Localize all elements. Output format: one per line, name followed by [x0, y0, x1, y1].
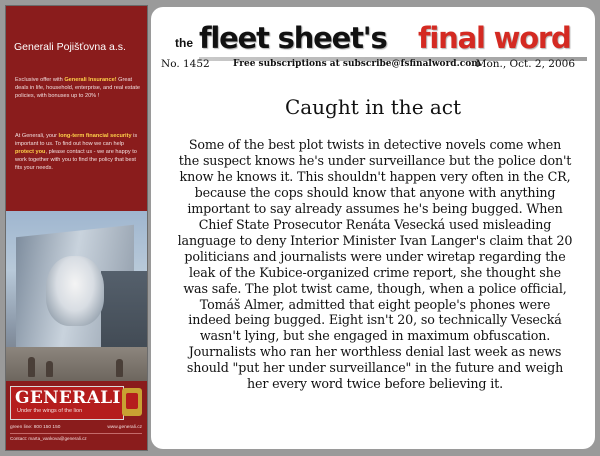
masthead-fleet-sheet: fleet sheet's	[199, 21, 387, 55]
ad-security-text	[15, 132, 141, 172]
ad-p2-highlight-2: protect you	[15, 149, 46, 155]
person-figure-icon	[116, 359, 123, 377]
ad-p2-highlight-1: long-term financial security	[58, 133, 132, 139]
ad-p2-post: , please contact us - we are happy to work together with you to find the policy that best fits your needs.	[15, 149, 137, 171]
logo-tagline: Under the wings of the lion	[17, 408, 83, 414]
generali-ad-banner[interactable]	[5, 5, 148, 451]
masthead-the: the	[175, 36, 193, 50]
issue-number: No. 1452	[161, 58, 210, 70]
article-body: Some of the best plot twists in detective novels come when the suspect knows he's under surveillance but the police don't know he knows it. This shouldn't happen very often in the CR, because the cops should know that anyone with anything important to say already assumes he's being bugged. When Chief State Prosecutor Renáta Vesecká used misleading language to deny Interior Minister Ivan Langer's claim that 20 politicians and journalists were under wiretap regarding the leak of the Kubice-organized crime report, she thought she was safe. The plot twist came, though, when a police official, Tomáš Almer, admitted that eight people's phones were indeed being bugged. Eight isn't 20, so technically Vesecká wasn't lying, but she engaged in maximum obfuscation. Journalists who ran her worthless denial last week as news should "put her under surveillance" in the future and weigh her every word twice before believing it.	[177, 137, 573, 392]
masthead	[175, 23, 585, 61]
ad-phone: green line: 800 150 150	[10, 425, 61, 430]
newsletter-panel	[151, 7, 595, 449]
person-figure-icon	[46, 361, 53, 377]
logo-wordmark: GENERALI	[15, 388, 121, 408]
ad-phone-web-line	[10, 425, 144, 430]
ad-intro-highlight: Generali Insurance!	[64, 77, 117, 83]
ad-website-link[interactable]: www.generali.cz	[107, 425, 142, 430]
ad-intro-post: Great deals in life, household, enterprise, and real estate policies, with bonuses up to 20% !	[15, 77, 141, 99]
masthead-final-word: final word	[418, 21, 571, 55]
subscribe-link[interactable]: Free subscriptions at subscribe@fsfinalword.com	[233, 58, 481, 69]
ad-intro-text	[15, 76, 141, 100]
ad-building-lion-image	[6, 211, 147, 381]
ad-p2-mid: is important to us. To find out how we can help	[15, 133, 138, 147]
lion-icon	[46, 256, 104, 326]
issue-info-bar	[161, 58, 587, 72]
ad-brand-name: Generali Pojišťovna a.s.	[14, 41, 126, 53]
generali-logo	[10, 386, 124, 420]
article-headline: Caught in the act	[284, 95, 462, 119]
ad-p2-pre: At Generali, your	[15, 133, 59, 139]
lion-seal-icon	[122, 388, 142, 416]
ad-divider	[10, 433, 142, 434]
issue-date: Mon., Oct. 2, 2006	[475, 58, 575, 70]
person-figure-icon	[28, 357, 35, 377]
ad-intro-pre: Exclusive offer with	[15, 77, 65, 83]
ad-contact-email[interactable]: Contact: marta_vankova@generali.cz	[10, 436, 87, 441]
